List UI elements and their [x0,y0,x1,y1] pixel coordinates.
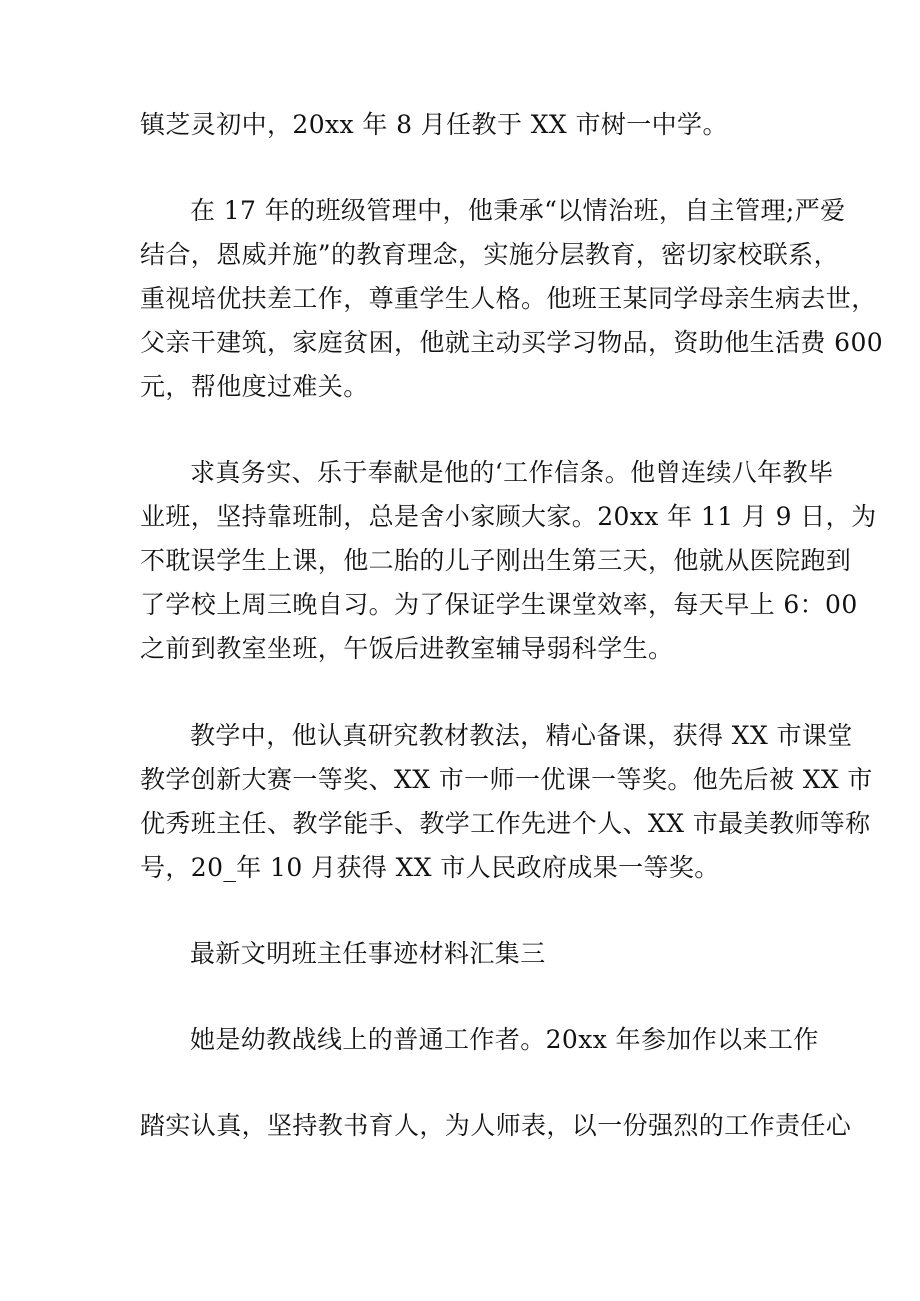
paragraph-line: 踏实认真，坚持教书育人，为人师表，以一份强烈的工作责任心 [140,1111,852,1140]
section-heading: 最新文明班主任事迹材料汇集三 [190,939,546,968]
paragraph-line: 镇芝灵初中，20xx 年 8 月任教于 XX 市树一中学。 [140,110,728,139]
paragraph-line: 优秀班主任、教学能手、教学工作先进个人、XX 市最美教师等称 [140,809,871,838]
paragraph-line: 在 17 年的班级管理中，他秉承“以情治班，自主管理;严爱 [190,196,846,225]
paragraph-line: 教学中，他认真研究教材教法，精心备课，获得 XX 市课堂 [190,721,853,750]
paragraph-line: 元，帮他度过难关。 [140,372,369,401]
paragraph-line: 她是幼教战线上的普通工作者。20xx 年参加作以来工作 [190,1025,819,1054]
paragraph-line: 教学创新大赛一等奖、XX 市一师一优课一等奖。他先后被 XX 市 [140,765,873,794]
paragraph-line: 求真务实、乐于奉献是他的‘工作信条。他曾连续八年教毕 [190,458,834,487]
paragraph-line: 业班，坚持靠班制，总是舍小家顾大家。20xx 年 11 月 9 日，为 [140,502,877,531]
paragraph-line: 号，20_年 10 月获得 XX 市人民政府成果一等奖。 [140,853,720,882]
paragraph-line: 重视培优扶差工作，尊重学生人格。他班王某同学母亲生病去世， [140,284,877,313]
paragraph-line: 父亲干建筑，家庭贫困，他就主动买学习物品，资助他生活费 600 [140,328,884,357]
paragraph-line: 之前到教室坐班，午饭后进教室辅导弱科学生。 [140,634,674,663]
paragraph-line: 了学校上周三晚自习。为了保证学生课堂效率，每天早上 6：00 [140,590,858,619]
paragraph-line: 结合，恩威并施”的教育理念，实施分层教育，密切家校联系， [140,240,839,269]
paragraph-line: 不耽误学生上课，他二胎的儿子刚出生第三天，他就从医院跑到 [140,546,852,575]
